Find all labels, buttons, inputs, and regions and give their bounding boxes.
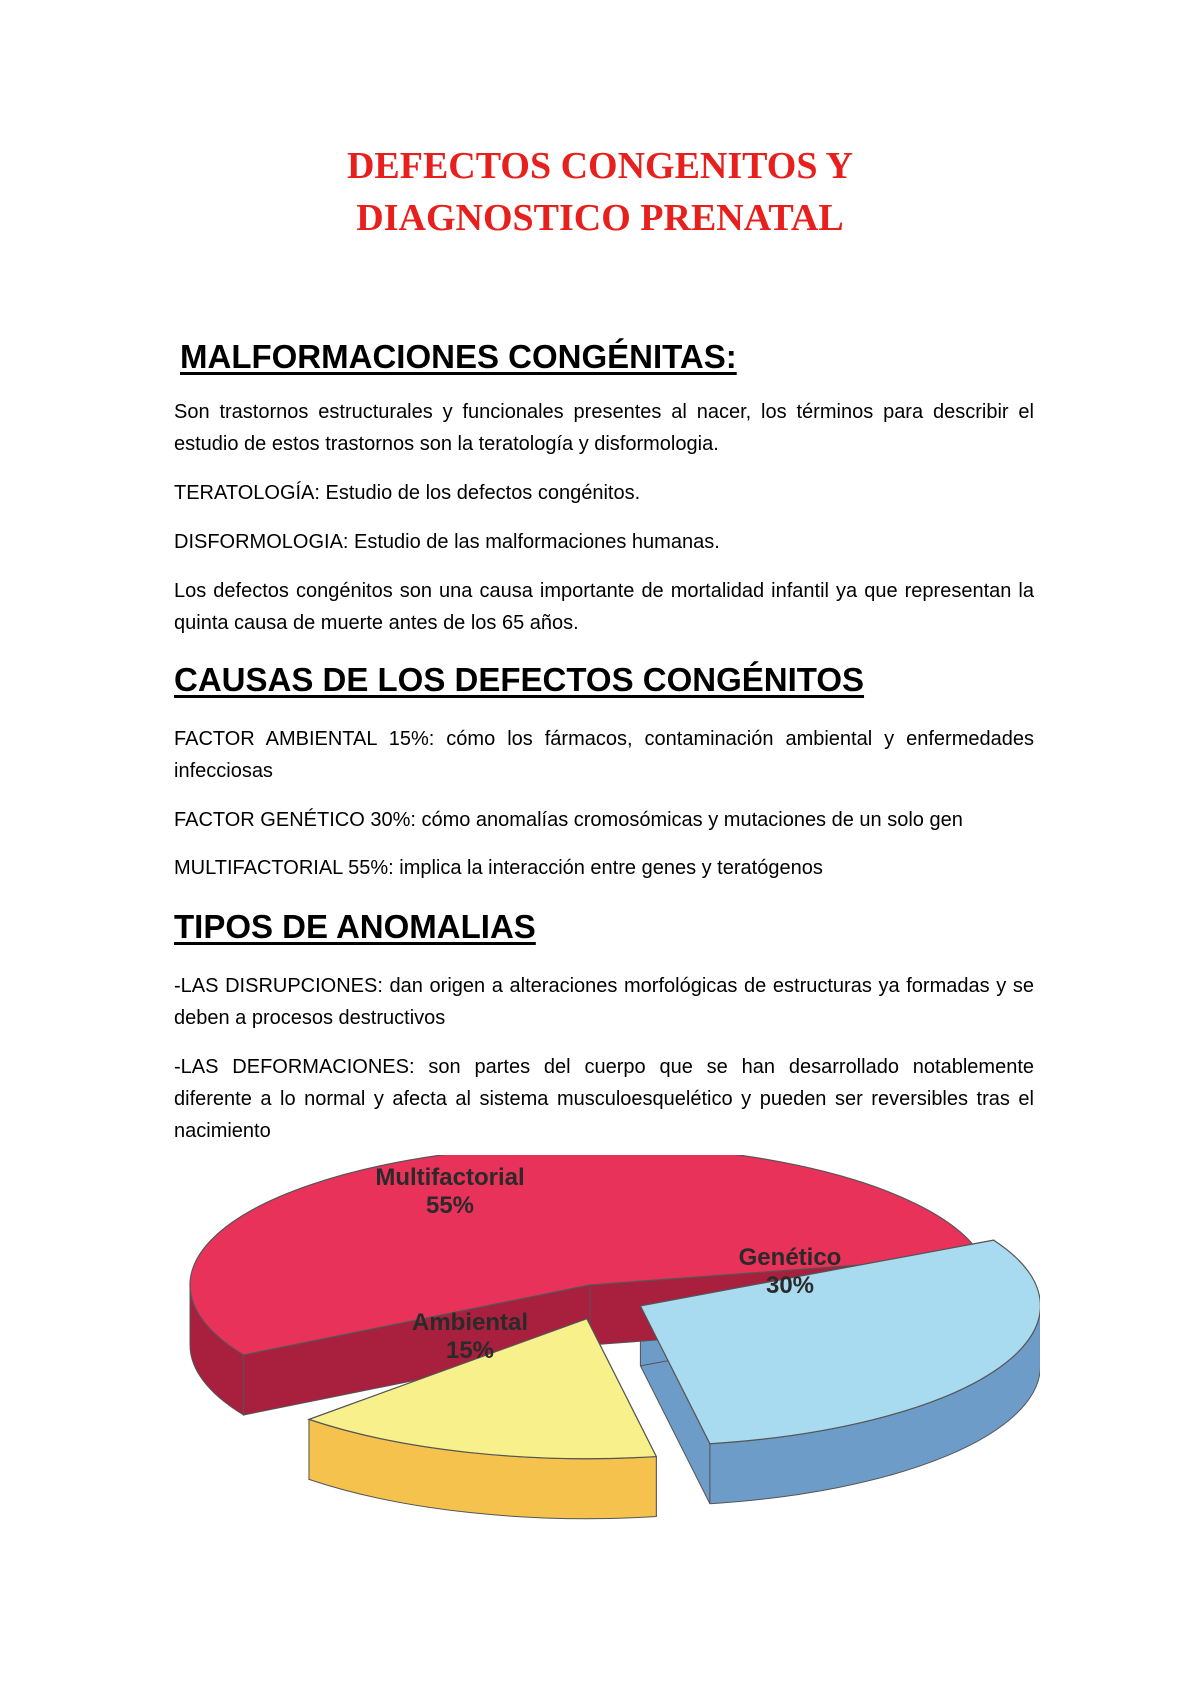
title-line-2: DIAGNOSTICO PRENATAL [356,197,844,239]
paragraph-deformaciones: -LAS DEFORMACIONES: son partes del cuerpo que se han desarrollado notablemente diferente a lo normal y afecta al sistema musculoesquelético y pueden ser reversibles tras el nacimiento [174,1056,1034,1142]
heading-causas: CAUSAS DE LOS DEFECTOS CONGÉNITOS [174,661,865,698]
pie-value-ambiental: 15% [445,1337,495,1364]
paragraph-disrupciones: -LAS DISRUPCIONES: dan origen a alteraciones morfológicas de estructuras ya formadas y se deben a procesos destructivos [174,975,1034,1029]
pie-chart [170,1155,1040,1555]
pie-chart-svg [170,1155,1040,1555]
paragraph-factor-ambiental: FACTOR AMBIENTAL 15%: cómo los fármacos, contaminación ambiental y enfermedades infecciosas [174,728,1034,782]
paragraph-mortalidad: Los defectos congénitos son una causa importante de mortalidad infantil ya que representan la quinta causa de muerte antes de los 65 años. [174,580,1034,634]
paragraph-disformologia: DISFORMOLOGIA: Estudio de las malformaciones humanas. [174,531,720,553]
paragraph-factor-genetico: FACTOR GENÉTICO 30%: cómo anomalías cromosómicas y mutaciones de un solo gen [174,809,963,831]
paragraph-multifactorial: MULTIFACTORIAL 55%: implica la interacción entre genes y teratógenos [174,857,823,879]
pie-label-multifactorial: Multifactorial [375,1164,525,1191]
pie-value-multifactorial: 55% [425,1192,475,1219]
heading-malformaciones: MALFORMACIONES CONGÉNITAS: [180,338,737,375]
document-title [0,140,1200,244]
paragraph-malformaciones-definition: Son trastornos estructurales y funcionales presentes al nacer, los términos para describir el estudio de estos trastornos son la teratología y disformologia. [174,401,1034,455]
heading-tipos: TIPOS DE ANOMALIAS [174,908,536,945]
paragraph-teratologia: TERATOLOGÍA: Estudio de los defectos congénitos. [174,482,641,504]
pie-label-ambiental: Ambiental [411,1309,529,1336]
title-line-1: DEFECTOS CONGENITOS Y [346,145,854,187]
pie-value-genetico: 30% [765,1272,815,1299]
pie-label-genetico: Genético [738,1244,842,1271]
